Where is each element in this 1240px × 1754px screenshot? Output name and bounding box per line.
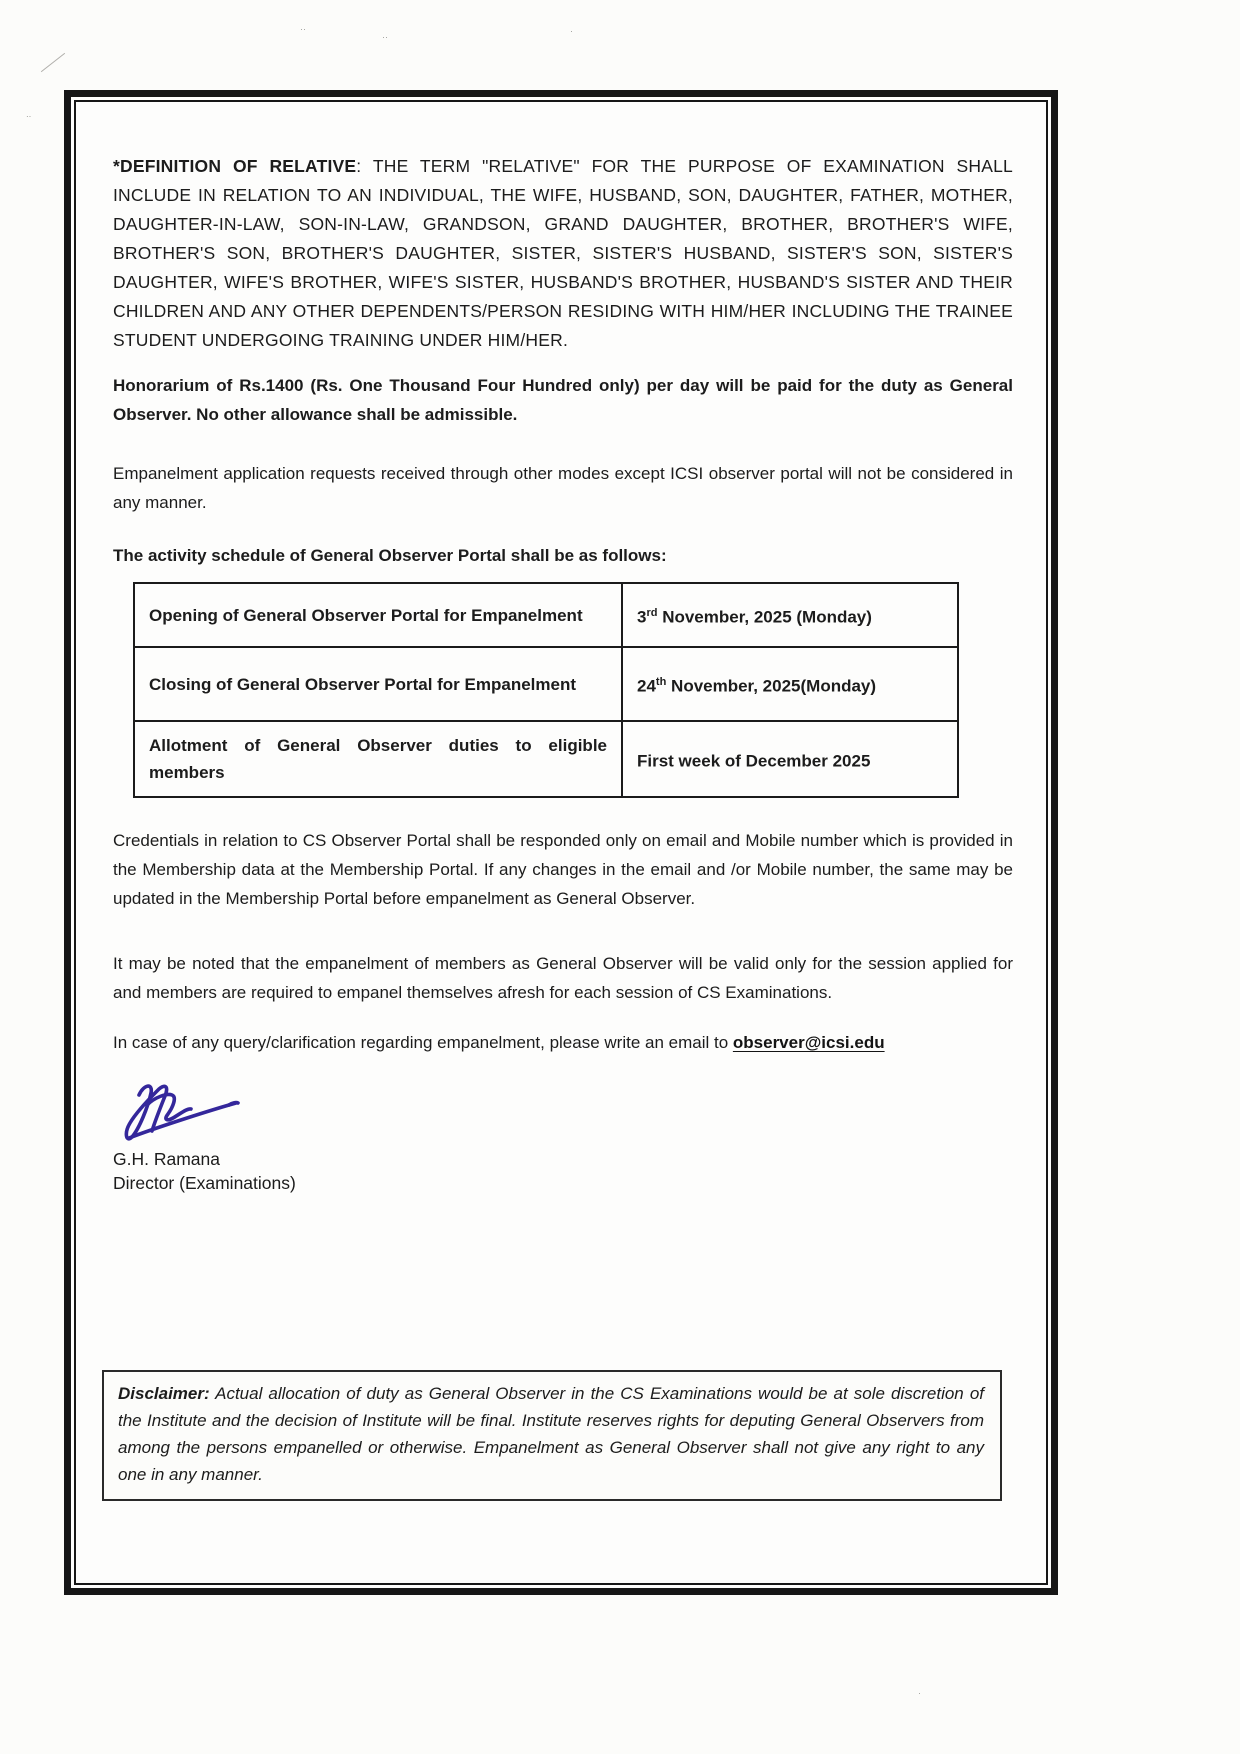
empanelment-paragraph: Empanelment application requests received through other modes except ICSI observer portal will not be considered in any manner. — [113, 464, 1013, 512]
disclaimer-paragraph — [118, 1380, 984, 1488]
definition-body: : THE TERM "RELATIVE" FOR THE PURPOSE OF EXAMINATION SHALL INCLUDE IN RELATION TO AN INDIVIDUAL, THE WIFE, HUSBAND, SON, DAUGHTER, FATHER, MOTHER, DAUGHTER-IN-LAW, SON-IN-LAW, GRANDSON, GRAND DAUGHTER, BROTHER, BROTHER'S WIFE, BROTHER'S SON, BROTHER'S DAUGHTER, SISTER, SISTER'S HUSBAND, SISTER'S SON, SISTER'S DAUGHTER, WIFE'S BROTHER, WIFE'S SISTER, HUSBAND'S BROTHER, HUSBAND'S SISTER AND THEIR CHILDREN AND ANY OTHER DEPENDENTS/PERSON RESIDING WITH HIM/HER INCLUDING THE TRAINEE STUDENT UNDERGOING TRAINING UNDER HIM/HER. — [113, 156, 1013, 350]
definition-lead: *DEFINITION OF RELATIVE — [113, 156, 357, 176]
schedule-heading: The activity schedule of General Observer Portal shall be as follows: — [113, 546, 667, 565]
ordinal-superscript: rd — [646, 606, 658, 619]
signatory-name: G.H. Ramana — [113, 1149, 220, 1169]
scan-artifact: · — [570, 26, 573, 36]
disclaimer-box — [102, 1370, 1002, 1501]
honorarium-paragraph: Honorarium of Rs.1400 (Rs. One Thousand Four Hundred only) per day will be paid for the duty as General Observer. No other allowance shall be admissible. — [113, 376, 1013, 424]
schedule-table — [133, 582, 959, 798]
scan-artifact: · — [918, 1688, 921, 1698]
definition-paragraph — [113, 152, 1013, 355]
date-text: First week of December 2025 — [637, 751, 871, 771]
scan-artifact: ·· — [300, 24, 306, 34]
signature-block — [113, 1081, 1013, 1195]
scan-artifact — [41, 53, 65, 72]
date-text: November, 2025 (Monday) — [657, 607, 872, 627]
disclaimer-body: Actual allocation of duty as General Observer in the CS Examinations would be at sole discretion of the Institute and the decision of Institute will be final. Institute reserves rights for deputing General Observers from among the persons empanelled or otherwise. Empanelment as General Observer shall not give any right to any one in any manner. — [118, 1384, 984, 1484]
activity-cell: Opening of General Observer Portal for Empanelment — [134, 583, 622, 647]
date-cell — [622, 721, 958, 797]
document-border-frame — [64, 90, 1058, 1595]
scan-artifact: ·· — [382, 32, 388, 42]
handwritten-signature — [117, 1081, 277, 1143]
disclaimer-lead: Disclaimer: — [118, 1384, 210, 1403]
table-row — [134, 721, 958, 797]
table-row — [134, 583, 958, 647]
activity-cell: Allotment of General Observer duties to eligible members — [134, 721, 622, 797]
scan-artifact: ․․ — [26, 110, 32, 119]
date-cell — [622, 583, 958, 647]
query-text: In case of any query/clarification regarding empanelment, please write an email to — [113, 1033, 733, 1052]
date-text: November, 2025(Monday) — [666, 676, 877, 696]
observer-email-link[interactable]: observer@icsi.edu — [732, 1033, 885, 1052]
table-row — [134, 647, 958, 721]
ordinal-superscript: th — [655, 675, 667, 688]
signatory-title: Director (Examinations) — [113, 1173, 296, 1193]
date-text: 24 — [637, 676, 656, 696]
validity-paragraph: It may be noted that the empanelment of members as General Observer will be valid only for the session applied for and members are required to empanel themselves afresh for each session of CS Examinations. — [113, 954, 1013, 1002]
query-paragraph — [113, 1028, 1013, 1057]
date-text: 3 — [637, 607, 647, 627]
document-content — [113, 152, 1013, 1501]
credentials-paragraph: Credentials in relation to CS Observer Portal shall be responded only on email and Mobile number which is provided in the Membership data at the Membership Portal. If any changes in the email and /or Mobile number, the same may be updated in the Membership Portal before empanelment as General Observer. — [113, 831, 1013, 908]
activity-cell: Closing of General Observer Portal for Empanelment — [134, 647, 622, 721]
date-cell — [622, 647, 958, 721]
